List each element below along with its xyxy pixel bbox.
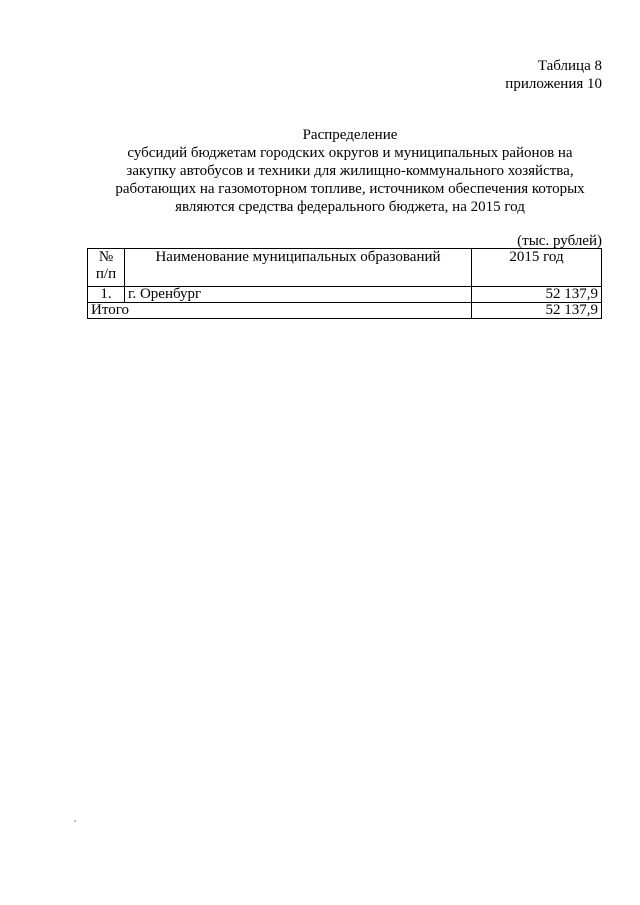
header-year: 2015 год xyxy=(472,249,602,287)
heading-line-2: закупку автобусов и техники для жилищно-коммунального хозяйства, xyxy=(126,163,574,179)
total-value: 52 137,9 xyxy=(472,303,602,319)
table-header-row xyxy=(88,249,602,287)
table-reference xyxy=(505,57,602,93)
scan-speck xyxy=(74,820,76,822)
document-heading xyxy=(80,126,620,216)
heading-line-4: являются средства федерального бюджета, на 2015 год xyxy=(175,199,525,215)
row-value: 52 137,9 xyxy=(472,287,602,303)
heading-line-1: субсидий бюджетам городских округов и муниципальных районов на xyxy=(127,145,573,161)
row-name: г. Оренбург xyxy=(125,287,472,303)
header-name: Наименование муниципальных образований xyxy=(125,249,472,287)
allocation-table xyxy=(87,248,602,319)
heading-title: Распределение xyxy=(302,127,398,143)
row-number: 1. xyxy=(88,287,125,303)
reference-table-number: Таблица 8 xyxy=(537,58,602,74)
reference-appendix: приложения 10 xyxy=(505,76,602,92)
heading-line-3: работающих на газомоторном топливе, источником обеспечения которых xyxy=(115,181,585,197)
total-row xyxy=(88,303,602,319)
header-number-abbr: п/п xyxy=(95,266,117,282)
table-row xyxy=(88,287,602,303)
header-number xyxy=(88,249,125,287)
header-number-symbol: № xyxy=(98,249,114,265)
unit-label: (тыс. рублей) xyxy=(517,233,602,249)
total-label: Итого xyxy=(88,303,472,319)
